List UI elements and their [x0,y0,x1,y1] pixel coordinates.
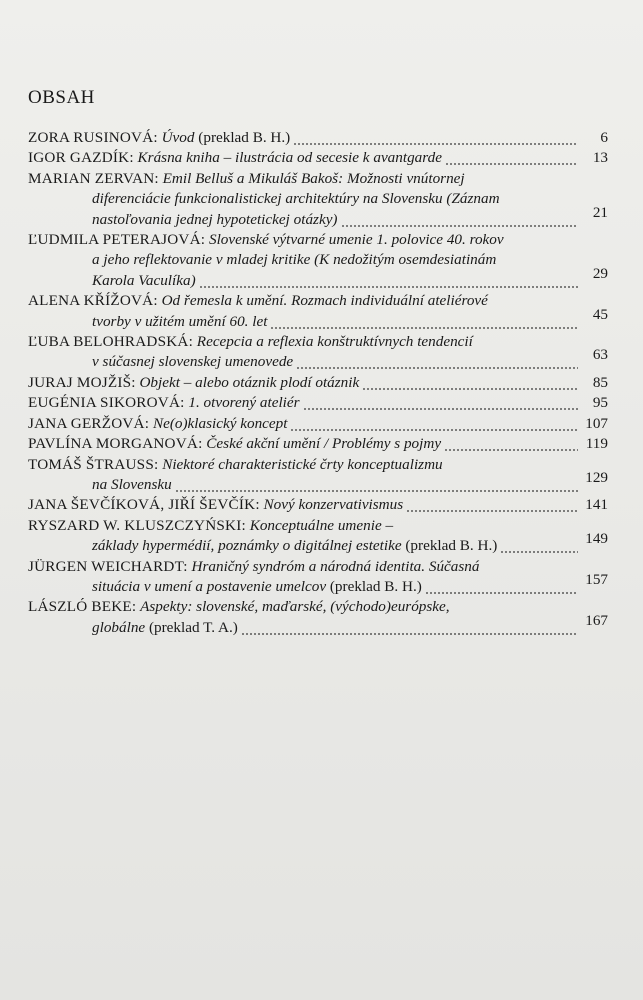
entry-title: 1. otvorený ateliér [188,394,300,412]
page-number: 95 [592,394,608,412]
toc-entry [28,291,608,332]
entry-title: Objekt – alebo otáznik plodí otáznik [139,373,360,391]
entry-title: Niektoré charakteristické črty konceptualizmu [162,455,443,473]
toc-entry [28,597,608,638]
toc-entry-line [28,230,608,250]
page-number: 107 [585,414,608,432]
toc-entry-line [28,264,608,291]
toc-entry [28,414,608,434]
entry-author: RYSZARD W. KLUSZCZYŃSKI: [28,516,246,534]
toc-entry-line [28,434,608,454]
toc-entry [28,455,608,496]
entry-title: Nový konzervativismus [263,496,404,514]
toc-entry-line [28,611,608,638]
toc-entry [28,495,608,515]
entry-title: základy hypermédií, poznámky o digitálnej estetike [92,537,402,555]
entry-author: JANA ŠEVČÍKOVÁ, JIŘÍ ŠEVČÍK: [28,496,260,514]
toc-entry-line [28,291,608,311]
entry-author: JÜRGEN WEICHARDT: [28,557,188,575]
entry-title: tvorby v užitém umění 60. let [92,312,268,330]
toc-entry-line [28,495,608,515]
dot-leader [445,148,578,168]
entry-author: TOMÁŠ ŠTRAUSS: [28,455,159,473]
entry-title: diferenciácie funkcionalistickej architektúry na Slovensku (Záznam [92,190,500,208]
entry-title: Od řemesla k umění. Rozmach individuální ateliérové [161,292,488,310]
entry-author: LÁSZLÓ BEKE: [28,598,137,616]
entry-title: Úvod [161,129,195,146]
toc-entry-line [28,128,608,148]
page-number: 129 [585,468,608,486]
entry-title: globálne [92,618,146,636]
toc-entry-line [28,169,608,189]
toc-entry [28,128,608,148]
entry-author: EUGÉNIA SIKOROVÁ: [28,394,185,412]
dot-leader [362,373,578,393]
dot-leader [199,271,578,291]
toc-entry [28,557,608,598]
entry-title: Krásna kniha – ilustrácia od secesie k avantgarde [137,149,442,167]
toc-entry [28,332,608,373]
toc-entry-line [28,468,608,495]
page-number: 21 [592,203,608,221]
toc-entry [28,230,608,291]
dot-leader [444,434,578,454]
entry-translation-note: (preklad B. H.) [194,129,291,146]
dot-leader [303,393,578,413]
entry-title: a jeho reflektovanie v mladej kritike (K nedožitým osemdesiatinám [92,251,497,269]
page-number: 149 [585,530,608,548]
page-number: 29 [592,264,608,282]
entry-author: IGOR GAZDÍK: [28,149,134,167]
toc-entry [28,373,608,393]
entry-title: Karola Vaculíka) [92,271,196,289]
table-of-contents [28,128,608,638]
toc-entry [28,169,608,230]
page-number: 6 [600,129,608,146]
entry-author: PAVLÍNA MORGANOVÁ: [28,435,203,453]
toc-entry-line [28,570,608,597]
contents-heading: OBSAH [28,87,95,108]
entry-translation-note: (preklad T. A.) [145,618,238,636]
toc-entry-line [28,305,608,332]
toc-entry-line [28,597,608,617]
toc-entry-line [28,250,608,270]
entry-title: v súčasnej slovenskej umenovede [92,353,294,371]
dot-leader [175,475,578,495]
dot-leader [500,536,578,556]
toc-entry-line [28,203,608,230]
page-number: 45 [592,305,608,323]
toc-entry-line [28,148,608,168]
entry-title: Konceptuálne umenie – [249,516,394,534]
toc-entry [28,393,608,413]
toc-entry [28,148,608,168]
dot-leader [293,128,578,148]
dot-leader [296,352,578,372]
entry-translation-note: (preklad B. H.) [326,577,422,595]
toc-entry [28,434,608,454]
entry-author: MARIAN ZERVAN: [28,169,159,187]
dot-leader [290,414,578,434]
page-number: 119 [585,435,608,453]
entry-author: ĽUDMILA PETERAJOVÁ: [28,231,206,249]
dot-leader [241,618,578,638]
page-number: 13 [592,149,608,167]
dot-leader [270,312,578,332]
entry-title: České akční umění / Problémy s pojmy [206,435,442,453]
entry-title: Recepcia a reflexia konštruktívnych tendencií [196,333,473,351]
toc-entry-line [28,189,608,209]
entry-title: Aspekty: slovenské, maďarské, (východo)európske, [140,598,450,616]
page-number: 141 [585,496,608,514]
entry-title: Ne(o)klasický koncept [152,414,288,432]
toc-entry [28,516,608,557]
entry-author: ĽUBA BELOHRADSKÁ: [28,333,193,351]
entry-title: Emil Belluš a Mikuláš Bakoš: Možnosti vnútornej [162,169,465,187]
entry-title: Slovenské výtvarné umenie 1. polovice 40. rokov [208,231,504,249]
dot-leader [406,495,578,515]
toc-entry-line [28,557,608,577]
page-number: 85 [592,373,608,391]
toc-entry-line [28,332,608,352]
page-number: 167 [585,611,608,629]
page-number: 63 [592,346,608,364]
toc-entry-line [28,530,608,556]
entry-title: nastoľovania jednej hypotetickej otázky) [92,210,338,228]
entry-author: ZORA RUSINOVÁ: [28,129,158,146]
entry-author: ALENA KŘÍŽOVÁ: [28,292,158,310]
toc-entry-line [28,455,608,475]
entry-translation-note: (preklad B. H.) [401,537,498,555]
toc-entry-line [28,346,608,372]
entry-author: JURAJ MOJŽIŠ: [28,373,136,391]
toc-entry-line [28,414,608,434]
entry-title: na Slovensku [92,475,172,493]
entry-title: situácia v umení a postavenie umelcov [92,577,327,595]
toc-entry-line [28,373,608,393]
toc-entry-line [28,393,608,413]
entry-author: JANA GERŽOVÁ: [28,414,150,432]
page-number: 157 [585,570,608,588]
dot-leader [425,577,578,597]
dot-leader [341,210,579,230]
entry-title: Hraničný syndróm a národná identita. Súčasná [191,557,480,575]
toc-entry-line [28,516,608,536]
